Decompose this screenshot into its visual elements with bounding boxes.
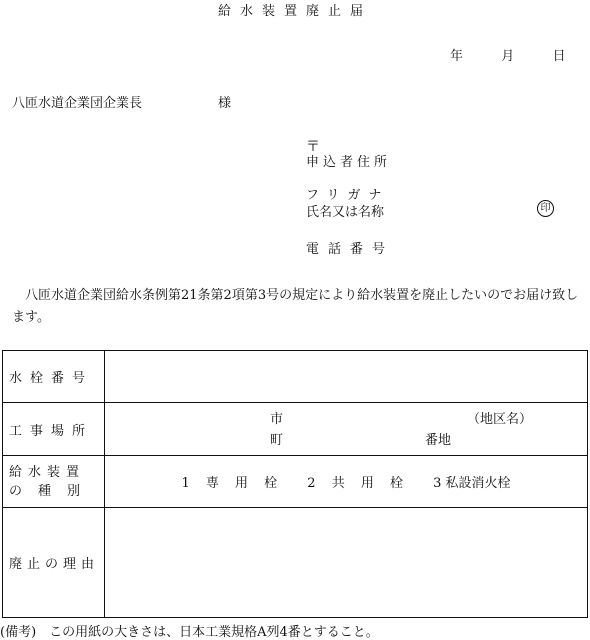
postal-mark: 〒 bbox=[306, 139, 320, 155]
kind-option-private[interactable]: 1 専 用 栓 bbox=[181, 476, 284, 491]
hydrant-number-label: 水栓番号 bbox=[9, 371, 94, 386]
kind-label-line1: 給水装置 bbox=[9, 464, 86, 480]
reason-label-cell bbox=[3, 508, 105, 618]
month-label: 月 bbox=[501, 49, 515, 64]
site-label: 工事場所 bbox=[9, 423, 94, 439]
form-table bbox=[2, 350, 588, 618]
kind-options-cell bbox=[105, 456, 588, 508]
phone-label: 電話番号 bbox=[306, 242, 395, 257]
addressee: 八匝水道企業団企業長 bbox=[12, 96, 143, 111]
hydrant-number-field[interactable] bbox=[105, 351, 588, 403]
day-label: 日 bbox=[552, 49, 566, 64]
name-label: 氏名又は名称 bbox=[306, 205, 385, 220]
hydrant-number-label-cell bbox=[3, 351, 105, 403]
reason-field[interactable] bbox=[105, 508, 588, 618]
furigana-label: フリガナ bbox=[306, 188, 390, 203]
site-area: （地区名） bbox=[467, 412, 533, 427]
note-text: (備考) この用紙の大きさは、日本工業規格A列4番とすること。 bbox=[0, 625, 379, 640]
reason-label: 廃止の理由 bbox=[9, 557, 100, 572]
kind-option-shared[interactable]: 2 共 用 栓 bbox=[307, 476, 409, 491]
kind-label-cell bbox=[3, 456, 105, 508]
date-line bbox=[450, 45, 566, 64]
site-lot: 番地 bbox=[425, 433, 452, 448]
addressee-suffix: 様 bbox=[218, 96, 232, 111]
site-label-cell bbox=[3, 403, 105, 456]
statement-text: 八匝水道企業団給水条例第21条第2項第3号の規定により給水装置を廃止したいのでお届け致します。 bbox=[12, 288, 579, 325]
year-label: 年 bbox=[450, 49, 464, 64]
site-town: 町 bbox=[270, 433, 284, 448]
site-city: 市 bbox=[270, 412, 284, 427]
kind-option-fire-hydrant[interactable]: 3 私設消火栓 bbox=[433, 476, 511, 491]
address-label: 申込者住所 bbox=[306, 155, 392, 170]
kind-label-line2: の種別 bbox=[9, 483, 97, 499]
seal-icon: 印 bbox=[537, 200, 554, 217]
form-title: 給水装置廃止届 bbox=[217, 4, 372, 19]
site-field[interactable] bbox=[105, 403, 588, 456]
